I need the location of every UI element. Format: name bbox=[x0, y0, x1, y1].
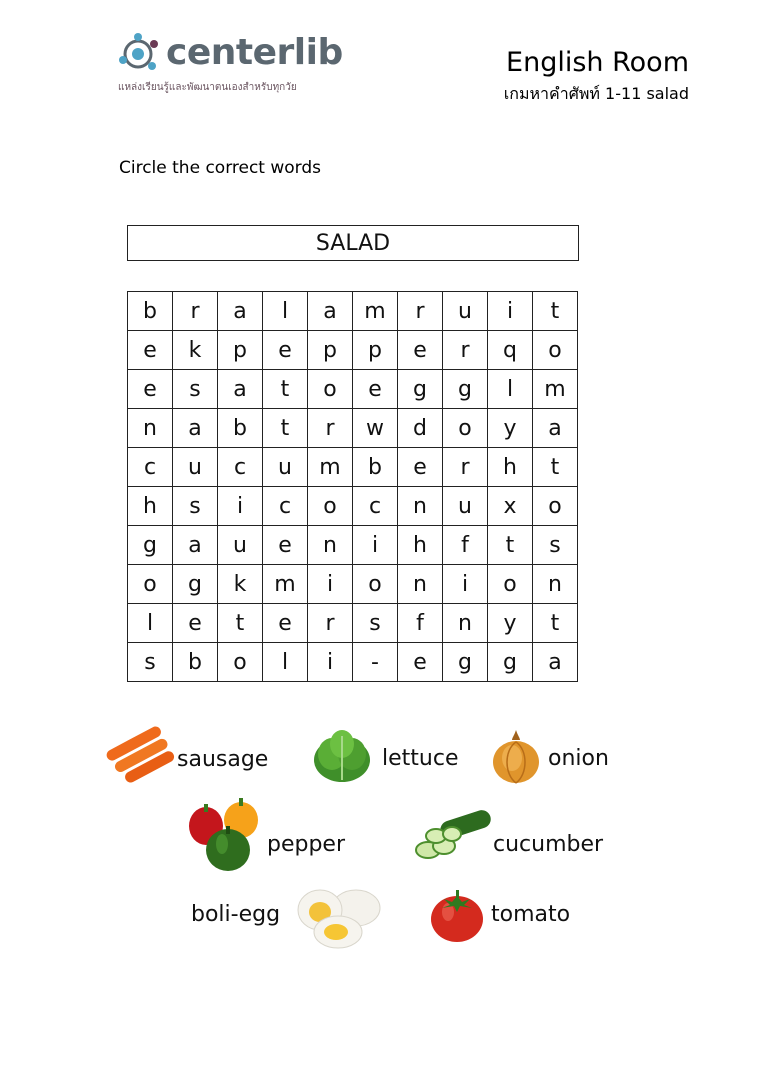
grid-cell[interactable]: n bbox=[398, 565, 443, 604]
lettuce-icon bbox=[308, 724, 376, 786]
grid-cell[interactable]: w bbox=[353, 409, 398, 448]
grid-cell[interactable]: r bbox=[308, 409, 353, 448]
bell-pepper-icon bbox=[186, 796, 264, 874]
grid-cell[interactable]: h bbox=[398, 526, 443, 565]
grid-cell[interactable]: s bbox=[533, 526, 578, 565]
grid-cell[interactable]: a bbox=[533, 409, 578, 448]
grid-cell[interactable]: l bbox=[263, 292, 308, 331]
grid-cell[interactable]: a bbox=[218, 292, 263, 331]
grid-cell[interactable]: a bbox=[533, 643, 578, 682]
grid-cell[interactable]: s bbox=[173, 487, 218, 526]
grid-cell[interactable]: - bbox=[353, 643, 398, 682]
grid-cell[interactable]: e bbox=[128, 331, 173, 370]
grid-cell[interactable]: p bbox=[308, 331, 353, 370]
grid-cell[interactable]: l bbox=[128, 604, 173, 643]
grid-cell[interactable]: t bbox=[533, 292, 578, 331]
grid-cell[interactable]: c bbox=[263, 487, 308, 526]
grid-cell[interactable]: m bbox=[263, 565, 308, 604]
grid-cell[interactable]: n bbox=[443, 604, 488, 643]
grid-cell[interactable]: h bbox=[128, 487, 173, 526]
grid-cell[interactable]: o bbox=[533, 331, 578, 370]
grid-cell[interactable]: g bbox=[443, 370, 488, 409]
grid-row bbox=[128, 604, 578, 643]
grid-cell[interactable]: b bbox=[353, 448, 398, 487]
grid-cell[interactable]: u bbox=[443, 292, 488, 331]
grid-cell[interactable]: e bbox=[263, 604, 308, 643]
grid-cell[interactable]: m bbox=[353, 292, 398, 331]
word-pepper: pepper bbox=[267, 832, 346, 857]
word-onion: onion bbox=[548, 746, 609, 771]
grid-row bbox=[128, 565, 578, 604]
grid-cell[interactable]: o bbox=[443, 409, 488, 448]
logo-tagline: แหล่งเรียนรู้และพัฒนาตนเองสำหรับทุกวัย bbox=[118, 82, 297, 93]
grid-cell[interactable]: e bbox=[353, 370, 398, 409]
grid-cell[interactable]: d bbox=[398, 409, 443, 448]
grid-cell[interactable]: b bbox=[128, 292, 173, 331]
grid-cell[interactable]: o bbox=[353, 565, 398, 604]
grid-cell[interactable]: a bbox=[173, 409, 218, 448]
grid-cell[interactable]: q bbox=[488, 331, 533, 370]
grid-cell[interactable]: n bbox=[308, 526, 353, 565]
grid-cell[interactable]: g bbox=[128, 526, 173, 565]
grid-cell[interactable]: e bbox=[128, 370, 173, 409]
grid-cell[interactable]: r bbox=[308, 604, 353, 643]
grid-cell[interactable]: e bbox=[398, 448, 443, 487]
puzzle-title bbox=[127, 225, 579, 261]
grid-cell[interactable]: n bbox=[398, 487, 443, 526]
grid-row bbox=[128, 409, 578, 448]
grid-cell[interactable]: t bbox=[533, 448, 578, 487]
grid-cell[interactable]: e bbox=[398, 331, 443, 370]
word-boli-egg: boli-egg bbox=[191, 902, 281, 927]
grid-cell[interactable]: s bbox=[128, 643, 173, 682]
grid-cell[interactable]: i bbox=[308, 643, 353, 682]
logo bbox=[116, 30, 356, 100]
grid-cell[interactable]: i bbox=[218, 487, 263, 526]
grid-cell[interactable]: g bbox=[488, 643, 533, 682]
grid-cell[interactable]: o bbox=[218, 643, 263, 682]
word-sausage: sausage bbox=[177, 747, 269, 772]
grid-cell[interactable]: l bbox=[263, 643, 308, 682]
grid-cell[interactable]: c bbox=[353, 487, 398, 526]
grid-cell[interactable]: o bbox=[308, 487, 353, 526]
grid-cell[interactable]: o bbox=[308, 370, 353, 409]
grid-cell[interactable]: r bbox=[173, 292, 218, 331]
logo-mark-icon bbox=[116, 30, 166, 80]
grid-cell[interactable]: y bbox=[488, 604, 533, 643]
grid-cell[interactable]: o bbox=[128, 565, 173, 604]
word-tomato: tomato bbox=[491, 902, 571, 927]
grid-cell[interactable]: i bbox=[443, 565, 488, 604]
logo-text: centerlib bbox=[166, 32, 343, 73]
grid-cell[interactable]: r bbox=[443, 448, 488, 487]
grid-cell[interactable]: e bbox=[263, 526, 308, 565]
grid-row bbox=[128, 643, 578, 682]
grid-cell[interactable]: m bbox=[308, 448, 353, 487]
grid-row bbox=[128, 292, 578, 331]
grid-cell[interactable]: l bbox=[488, 370, 533, 409]
grid-cell[interactable]: n bbox=[128, 409, 173, 448]
instruction-text: Circle the correct words bbox=[119, 158, 322, 178]
word-cucumber: cucumber bbox=[493, 832, 604, 857]
grid-cell[interactable]: u bbox=[263, 448, 308, 487]
word-lettuce: lettuce bbox=[382, 746, 459, 771]
carrot-icon bbox=[106, 724, 176, 786]
grid-cell[interactable]: o bbox=[533, 487, 578, 526]
grid-cell[interactable]: p bbox=[218, 331, 263, 370]
grid-row bbox=[128, 487, 578, 526]
grid-row bbox=[128, 526, 578, 565]
grid-row bbox=[128, 331, 578, 370]
grid-cell[interactable]: p bbox=[353, 331, 398, 370]
grid-cell[interactable]: u bbox=[218, 526, 263, 565]
grid-cell[interactable]: s bbox=[173, 370, 218, 409]
grid-cell[interactable]: t bbox=[263, 409, 308, 448]
cucumber-icon bbox=[414, 806, 494, 862]
boiled-egg-icon bbox=[290, 880, 386, 952]
tomato-icon bbox=[428, 886, 486, 944]
grid-row bbox=[128, 448, 578, 487]
grid-cell[interactable]: i bbox=[488, 292, 533, 331]
grid-cell[interactable]: e bbox=[263, 331, 308, 370]
grid-cell[interactable]: r bbox=[443, 331, 488, 370]
grid-cell[interactable]: f bbox=[443, 526, 488, 565]
grid-cell[interactable]: f bbox=[398, 604, 443, 643]
grid-cell[interactable]: t bbox=[263, 370, 308, 409]
grid-cell[interactable]: g bbox=[398, 370, 443, 409]
grid-cell[interactable]: g bbox=[443, 643, 488, 682]
onion-icon bbox=[490, 728, 542, 786]
grid-row bbox=[128, 370, 578, 409]
grid-cell[interactable]: m bbox=[533, 370, 578, 409]
page-subtitle: เกมหาคำศัพท์ 1-11 salad bbox=[503, 84, 689, 103]
grid-cell[interactable]: y bbox=[488, 409, 533, 448]
grid-cell[interactable]: i bbox=[353, 526, 398, 565]
grid-cell[interactable]: e bbox=[173, 604, 218, 643]
word-search-grid bbox=[127, 291, 578, 682]
grid-cell[interactable]: t bbox=[218, 604, 263, 643]
grid-cell[interactable]: h bbox=[488, 448, 533, 487]
grid-cell[interactable]: b bbox=[218, 409, 263, 448]
grid-cell[interactable]: r bbox=[398, 292, 443, 331]
grid-cell[interactable]: t bbox=[533, 604, 578, 643]
grid-cell[interactable]: k bbox=[173, 331, 218, 370]
grid-cell[interactable]: s bbox=[353, 604, 398, 643]
grid-cell[interactable]: u bbox=[443, 487, 488, 526]
grid-cell[interactable]: g bbox=[173, 565, 218, 604]
grid-cell[interactable]: i bbox=[308, 565, 353, 604]
page-title: English Room bbox=[506, 47, 689, 78]
grid-cell[interactable]: u bbox=[173, 448, 218, 487]
grid-cell[interactable]: x bbox=[488, 487, 533, 526]
grid-cell[interactable]: a bbox=[173, 526, 218, 565]
grid-cell[interactable]: a bbox=[308, 292, 353, 331]
grid-cell[interactable]: e bbox=[398, 643, 443, 682]
grid-cell[interactable]: b bbox=[173, 643, 218, 682]
grid-cell[interactable]: n bbox=[533, 565, 578, 604]
puzzle-title-text: SALAD bbox=[315, 230, 391, 256]
grid-cell[interactable]: o bbox=[488, 565, 533, 604]
grid-cell[interactable]: k bbox=[218, 565, 263, 604]
grid-cell[interactable]: t bbox=[488, 526, 533, 565]
grid-cell[interactable]: a bbox=[218, 370, 263, 409]
grid-cell[interactable]: c bbox=[218, 448, 263, 487]
grid-cell[interactable]: c bbox=[128, 448, 173, 487]
